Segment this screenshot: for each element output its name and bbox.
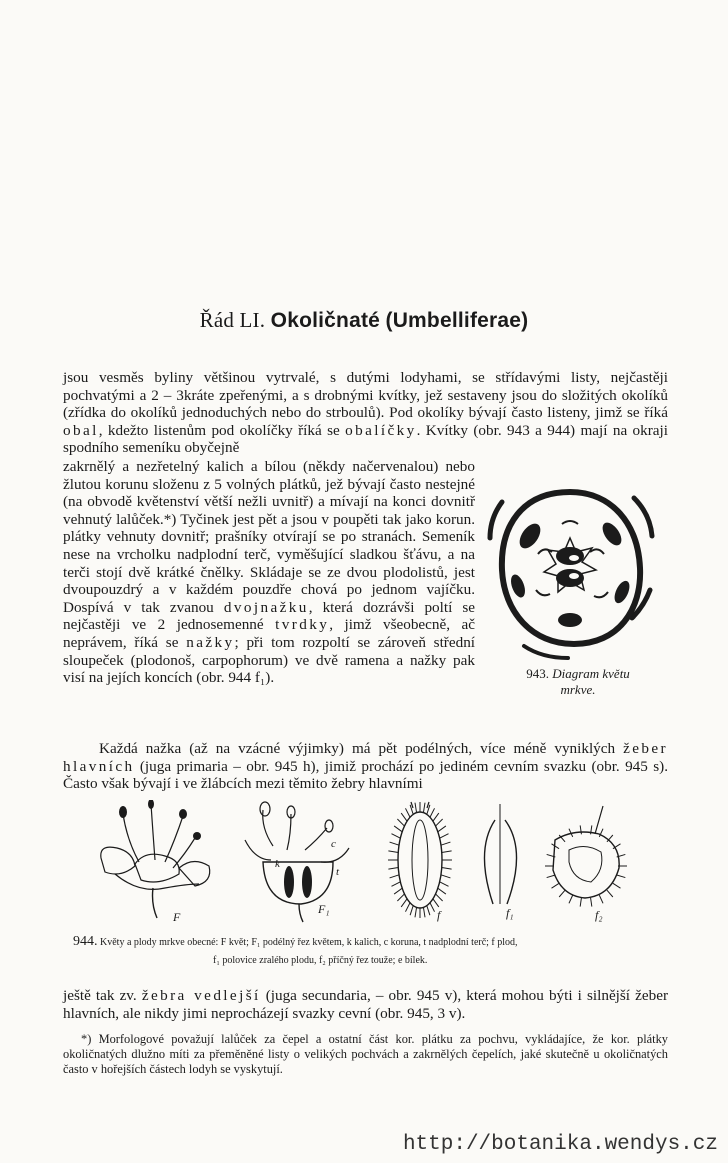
spine-mark [552, 844, 560, 849]
paragraph-flower: zakrnělý a nezřetelný kalich a bílou (někdy načervenalou) nebo žlutou korunu složenu z 5 volných plátků, jež bývají často nestejné (na obvodě květenství větší nežli uvnitř) a mívají na konci dovnitř vehnutý lalůček.*) Tyčinek jest pět a jsou v poupěti tak jako korun. plátky vehnuty dovnitř; prašníky otvírají se po stranách. Semeník nese na vrcholku nadplodní terč, vyměšující sladkou šťávu, a na terči stojí dvě krátké čnělky. Skládaje se ze dvou plodolistů, jest dvoupouzdrý a v každém pouzdře chová po jednom vajíčku. Dospívá v tak zvanou dvojnažku, která dozrávši poltí se nejčastěji ve 2 jednosemenné tvrdky, jimž všeobecně, ač neprávem, říká se nažky; při tom rozpoltí se zároveň střední sloupeček (plodonoš, carpophorum) ve dvě ramena a nažky pak visí na jejích koncích (obr. 944 f₁). [63, 458, 476, 687]
spine-mark [440, 882, 449, 887]
spine-mark [559, 835, 565, 842]
page-title [0, 308, 728, 333]
spine-mark [607, 835, 613, 842]
stamen-mark [590, 549, 604, 554]
ovary-locule [556, 547, 584, 565]
label-f: f [437, 908, 441, 922]
spine-mark [391, 882, 400, 887]
spine-mark [430, 903, 435, 912]
petal-mark [508, 573, 527, 600]
spine-mark [613, 883, 621, 888]
petal-mark [558, 613, 582, 627]
spine-mark [410, 906, 413, 916]
term-zebra-vedlejsi: žebra vedlejší [141, 987, 261, 1004]
spine-mark [405, 903, 410, 912]
petal-mark [515, 520, 544, 552]
spine-mark [430, 808, 435, 817]
spine-mark [441, 842, 451, 845]
bract-mark [524, 646, 568, 658]
bract-mark [490, 502, 502, 538]
spine-mark [391, 834, 400, 839]
spine-mark [390, 842, 400, 845]
ovule-mark [569, 555, 579, 561]
spine-mark [440, 834, 449, 839]
figure-944-spines [95, 800, 655, 928]
spine-mark [405, 808, 410, 817]
spine-mark [388, 868, 398, 870]
spine-mark [427, 906, 430, 916]
term-obal: obal [63, 421, 99, 439]
spine-mark [397, 894, 404, 901]
footnote: *) Morfologové považují lalůček za čepel a ostatní část kor. plátku za pochvu, vykládajíce, že kor. plátky okoličnatých dlužno míti za přeměněné listy o velikých pochvách a zakrnělých čepelích, jaké skutečně u okoličnatých často v hořejších částech lodyh se vyskytují. [63, 1032, 668, 1076]
paragraph-ribs: Každá nažka (až na vzácné výjimky) má pět podélných, více méně vyniklých žeber hlavních (juga primaria – obr. 945 h), jimiž prochází po jediném cevním svazku (obr. 945 s). Často však bývají i ve žlábcích mezi těmito žebry hlavními [63, 740, 668, 793]
spine-mark [599, 829, 603, 837]
source-url[interactable]: http://botanika.wendys.cz [402, 1133, 718, 1156]
label-t: t [336, 866, 340, 878]
spine-mark [569, 895, 573, 903]
ovule-mark [569, 573, 579, 579]
spine-mark [427, 805, 430, 815]
spine-mark [599, 895, 603, 903]
spine-mark [388, 851, 398, 853]
petal-mark [599, 519, 625, 548]
title-order: Řád LI. [199, 308, 266, 332]
spine-mark [547, 875, 556, 878]
spine-mark [617, 854, 626, 857]
term-obalicky: obalíčky [345, 421, 417, 439]
spine-mark [401, 813, 407, 821]
spine-mark [394, 888, 402, 894]
term-zebra-hlavni: žeber hlavních [63, 740, 668, 775]
paragraph-intro: jsou vesměs byliny většinou vytrvalé, s dutými lodyhami, se střídavými listy, nejčastěji pochvatými a 2 – 3kráte zpeřenými, a s drobnými kvítky, jež sestaveny jsou do složitých okolíků (zřídka do okolíků jednoduchých nebo do strboulů). Pod okolíky bývají často listeny, jimž se říká obal, kdežto listenům pod okolíčky říká se obalíčky. Kvítky (obr. 943 a 944) mají na okraji spodního semeníku obyčejně [63, 369, 668, 457]
spine-mark [436, 819, 443, 826]
stamen-mark [536, 590, 550, 595]
spine-mark [423, 907, 425, 917]
label-f2: f₂ [595, 908, 603, 922]
spine-mark [613, 844, 621, 849]
term-nazky: nažky [186, 633, 235, 651]
spine-mark [401, 899, 407, 907]
term-tvrdky: tvrdky [275, 616, 330, 634]
title-latin: (Umbelliferae) [385, 309, 529, 332]
label-F1: F₁ [318, 902, 330, 916]
spine-mark [441, 875, 451, 878]
spine-mark [442, 868, 452, 870]
spine-mark [410, 805, 413, 815]
spine-mark [591, 898, 592, 907]
bract-mark [634, 498, 652, 536]
spine-mark [569, 829, 573, 837]
spine-mark [580, 898, 581, 907]
paragraph-secondary-ribs: ještě tak zv. žebra vedlejší (juga secundaria, – obr. 945 v), která mohou býti i silnější žeber hlavních, ale nikdy jimi neprocházejí svazky cevní (obr. 945, 3 v). [63, 987, 668, 1022]
spine-mark [415, 803, 417, 813]
label-F: F [173, 910, 181, 924]
title-name: Okoličnaté [270, 309, 381, 332]
spine-mark [552, 883, 560, 888]
spine-mark [617, 875, 626, 878]
spine-mark [580, 825, 581, 834]
term-dvojnazka: dvojnažku [223, 598, 309, 616]
figure-943-caption: 943. Diagram květu mrkve. [526, 666, 630, 697]
spine-mark [433, 813, 439, 821]
spine-mark [394, 826, 402, 832]
label-f1: f₁ [506, 906, 514, 920]
spine-mark [591, 825, 592, 834]
spine-mark [390, 875, 400, 878]
spine-mark [423, 803, 425, 813]
spine-mark [397, 819, 404, 826]
stamen-mark [594, 592, 608, 597]
spine-mark [438, 826, 446, 832]
figure-944-caption: 944. Květy a plody mrkve obecné: F květ; F₁ podélný řez květem, k kalich, c koruna, t nadplodní terč; f plod, f₁ polovice zralého plodu, f₂ příčný řez touže; e bílek. [73, 934, 518, 966]
spine-mark [433, 899, 439, 907]
label-k: k [275, 858, 280, 870]
spine-mark [438, 888, 446, 894]
petal-mark [611, 579, 632, 606]
stamen-mark [562, 521, 578, 524]
spine-mark [607, 890, 613, 897]
spine-mark [415, 907, 417, 917]
spine-mark [559, 890, 565, 897]
figure-943-floral-diagram [482, 478, 658, 666]
spine-mark [547, 854, 556, 857]
spine-mark [436, 894, 443, 901]
ovary-locule [556, 569, 584, 587]
spine-mark [442, 851, 452, 853]
label-c: c [331, 838, 336, 850]
